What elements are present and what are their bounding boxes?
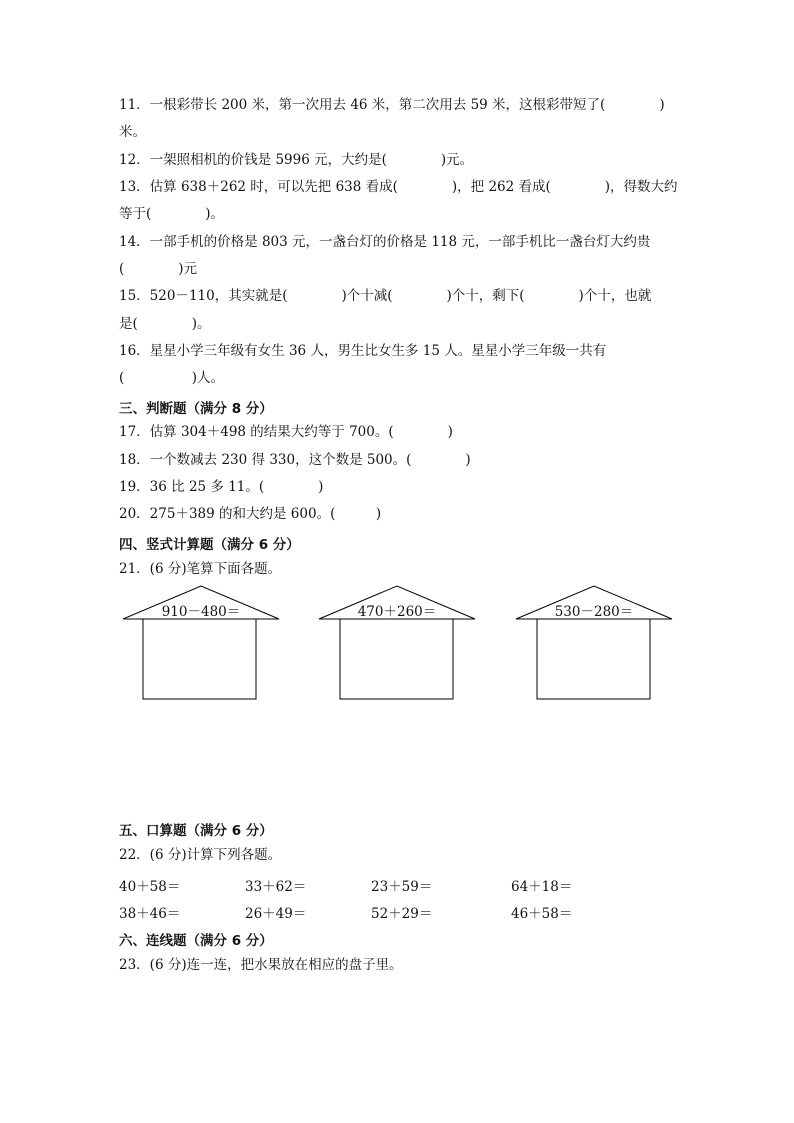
question-20: 20．275＋389 的和大约是 600。( ) bbox=[119, 506, 382, 522]
section-3-heading: 三、判断题（满分 8 分） bbox=[119, 401, 273, 417]
section-6-heading: 六、连线题（满分 6 分） bbox=[119, 933, 273, 949]
calc-item: 46＋58＝ bbox=[511, 906, 573, 922]
section-4-heading: 四、竖式计算题（满分 6 分） bbox=[119, 537, 300, 553]
house-problem-1 bbox=[123, 586, 279, 700]
question-12: 12．一架照相机的价钱是 5996 元，大约是( )元。 bbox=[119, 152, 474, 168]
question-11-line-2: 米。 bbox=[119, 124, 146, 140]
question-14-line-1: 14．一部手机的价格是 803 元，一盏台灯的价格是 118 元，一部手机比一盏台灯大约贵 bbox=[119, 234, 651, 250]
question-19: 19．36 比 25 多 11。( ) bbox=[119, 479, 324, 495]
question-14-line-2: ( )元 bbox=[119, 261, 198, 277]
house-problem-3 bbox=[516, 586, 672, 700]
question-23: 23．(6 分)连一连，把水果放在相应的盘子里。 bbox=[119, 957, 403, 973]
question-21: 21．(6 分)笔算下面各题。 bbox=[119, 561, 282, 577]
question-13-line-2: 等于( )。 bbox=[119, 206, 225, 222]
calc-item: 40＋58＝ bbox=[119, 879, 181, 895]
question-18: 18．一个数减去 230 得 330，这个数是 500。( ) bbox=[119, 452, 471, 468]
section-5-heading: 五、口算题（满分 6 分） bbox=[119, 823, 273, 839]
question-16-line-1: 16．星星小学三年级有女生 36 人，男生比女生多 15 人。星星小学三年级一共有 bbox=[119, 343, 607, 359]
house-problem-2 bbox=[319, 586, 475, 700]
house-equation: 530－280＝ bbox=[554, 604, 634, 620]
calc-item: 26＋49＝ bbox=[245, 906, 307, 922]
calc-item: 23＋59＝ bbox=[371, 879, 433, 895]
question-22: 22．(6 分)计算下列各题。 bbox=[119, 847, 282, 863]
calc-item: 33＋62＝ bbox=[245, 879, 307, 895]
question-15-line-1: 15．520－110，其实就是( )个十减( )个十，剩下( )个十，也就 bbox=[119, 288, 652, 304]
question-16-line-2: ( )人。 bbox=[119, 370, 225, 386]
question-17: 17．估算 304＋498 的结果大约等于 700。( ) bbox=[119, 424, 453, 440]
question-15-line-2: 是( )。 bbox=[119, 316, 211, 332]
calc-item: 64＋18＝ bbox=[511, 879, 573, 895]
question-13-line-1: 13．估算 638＋262 时，可以先把 638 看成( )，把 262 看成( )，得数大约 bbox=[119, 179, 678, 195]
house-equation: 470＋260＝ bbox=[357, 604, 437, 620]
calc-item: 38＋46＝ bbox=[119, 906, 181, 922]
house-equation: 910－480＝ bbox=[161, 604, 241, 620]
calc-item: 52＋29＝ bbox=[371, 906, 433, 922]
question-11-line-1: 11．一根彩带长 200 米，第一次用去 46 米，第二次用去 59 米，这根彩带短了( ) bbox=[119, 97, 665, 113]
